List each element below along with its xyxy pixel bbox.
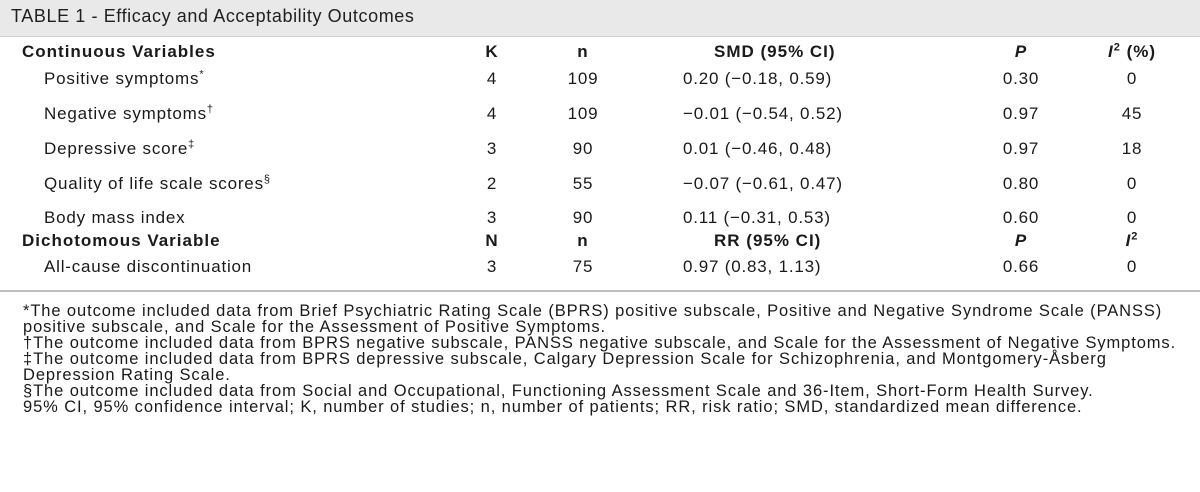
- row-label: Depressive score‡: [44, 138, 196, 158]
- footnote: *The outcome included data from Brief Psychiatric Rating Scale (BPRS) positive subscale, Positive and Negative Syndrome Scale (PANSS) positive subscale, and Scale for the Assessment of Positive Symptoms.: [23, 302, 1163, 336]
- row-n: 90: [572, 208, 594, 227]
- continuous-header-label: Continuous Variables: [22, 42, 216, 61]
- row-p: 0.30: [1002, 69, 1040, 88]
- header-p: P: [1014, 231, 1028, 250]
- header-i2: $I^2$ (%): [1107, 41, 1157, 61]
- table-row: [0, 174, 1200, 202]
- header-rr: RR (95% CI): [714, 231, 822, 250]
- table-title-bar: [0, 0, 1200, 36]
- footnote: ‡The outcome included data from BPRS depressive subscale, Calgary Depression Scale for Schizophrenia, and Montgomery-Åsberg Depression Rating Scale.: [23, 350, 1107, 384]
- row-p: 0.97: [1002, 104, 1040, 123]
- row-n: 90: [572, 139, 594, 158]
- row-label: Body mass index: [44, 208, 186, 227]
- table-row: [0, 139, 1200, 167]
- row-k: 3: [486, 208, 498, 227]
- row-n: 109: [567, 69, 599, 88]
- row-label: Positive symptoms*: [44, 68, 205, 88]
- table-row: [0, 104, 1200, 132]
- row-p: 0.66: [1002, 257, 1040, 276]
- row-i2: 0: [1126, 69, 1138, 88]
- row-i2: 0: [1126, 208, 1138, 227]
- row-p: 0.60: [1002, 208, 1040, 227]
- row-k: 3: [486, 139, 498, 158]
- row-i2: 0: [1126, 257, 1138, 276]
- row-estimate: 0.11 (−0.31, 0.53): [683, 208, 831, 227]
- table-title: TABLE 1 - Efficacy and Acceptability Outcomes: [11, 6, 415, 26]
- row-i2: 18: [1121, 139, 1143, 158]
- header-n: n: [577, 231, 589, 250]
- row-k: 4: [486, 104, 498, 123]
- header-n: n: [577, 42, 589, 61]
- row-i2: 45: [1121, 104, 1143, 123]
- header-p: P: [1014, 42, 1028, 61]
- dichotomous-header-row: [0, 231, 1200, 259]
- row-n: 109: [567, 104, 599, 123]
- row-estimate: 0.01 (−0.46, 0.48): [683, 139, 833, 158]
- row-estimate: −0.07 (−0.61, 0.47): [683, 174, 843, 193]
- footnote: †The outcome included data from BPRS negative subscale, PANSS negative subscale, and Scale for the Assessment of Negative Symptoms.: [23, 334, 1177, 352]
- footnote: §The outcome included data from Social and Occupational, Functioning Assessment Scale and 36-Item, Short-Form Health Survey.: [23, 382, 1094, 400]
- row-p: 0.97: [1002, 139, 1040, 158]
- header-k: K: [485, 42, 499, 61]
- footnote-divider: [0, 290, 1200, 292]
- row-label: All-cause discontinuation: [44, 257, 253, 276]
- row-estimate: 0.20 (−0.18, 0.59): [683, 69, 833, 88]
- title-divider: [0, 36, 1200, 37]
- row-p: 0.80: [1002, 174, 1040, 193]
- row-estimate: −0.01 (−0.54, 0.52): [683, 104, 843, 123]
- table-row: [0, 257, 1200, 285]
- header-n-studies: N: [485, 231, 499, 250]
- dichotomous-header-label: Dichotomous Variable: [22, 231, 221, 250]
- continuous-header-row: [0, 42, 1200, 70]
- header-smd: SMD (95% CI): [714, 42, 836, 61]
- row-label: Negative symptoms†: [44, 103, 214, 123]
- row-label: Quality of life scale scores§: [44, 173, 271, 193]
- footnotes: [23, 303, 1188, 415]
- row-k: 3: [486, 257, 498, 276]
- row-k: 2: [486, 174, 498, 193]
- row-n: 55: [572, 174, 594, 193]
- header-i2: $I^2$: [1125, 230, 1139, 250]
- row-k: 4: [486, 69, 498, 88]
- row-i2: 0: [1126, 174, 1138, 193]
- row-n: 75: [572, 257, 594, 276]
- row-estimate: 0.97 (0.83, 1.13): [683, 257, 822, 276]
- table-row: [0, 69, 1200, 97]
- footnote: 95% CI, 95% confidence interval; K, number of studies; n, number of patients; RR, risk ratio; SMD, standardized mean difference.: [23, 398, 1083, 416]
